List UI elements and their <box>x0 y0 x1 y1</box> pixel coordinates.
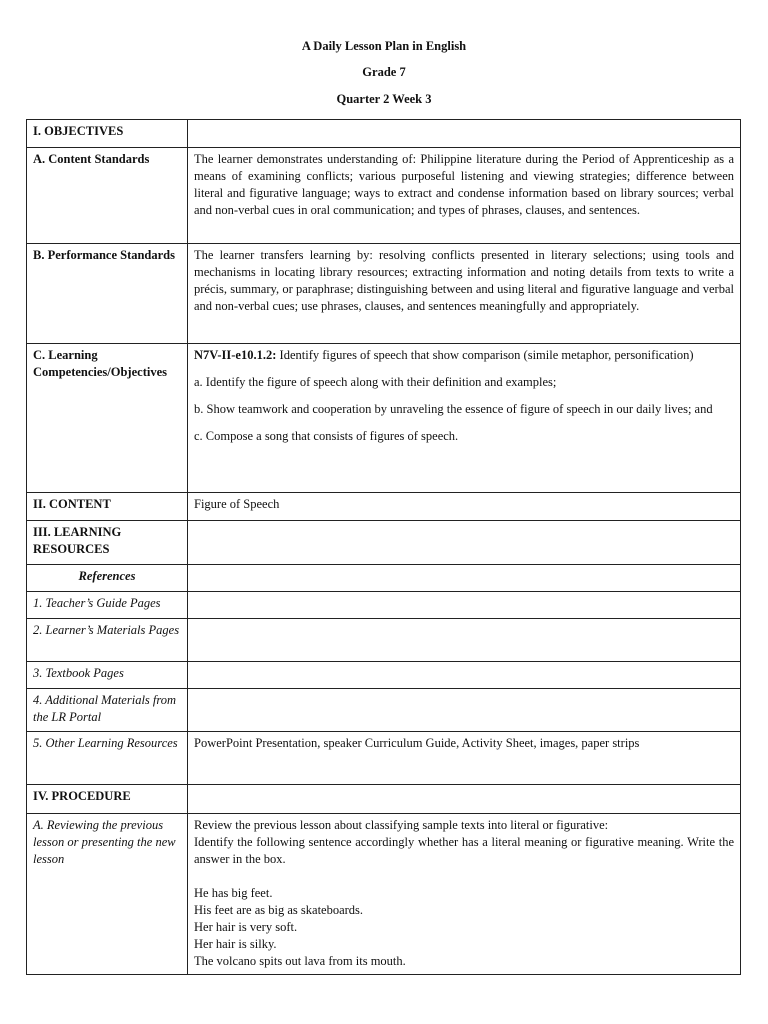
procedure-label: IV. PROCEDURE <box>27 785 188 814</box>
objectives-content <box>188 120 741 148</box>
competency-code-line <box>194 347 734 364</box>
table-row <box>27 785 741 814</box>
performance-standards-label: B. Performance Standards <box>27 244 188 344</box>
review-instruction: Identify the following sentence accordingly whether has a literal meaning or figurative meaning. Write the answer in the box. <box>194 835 734 866</box>
quarter-week-heading: Quarter 2 Week 3 <box>336 92 432 106</box>
sample-sentences <box>194 885 734 970</box>
other-resources-text: PowerPoint Presentation, speaker Curriculum Guide, Activity Sheet, images, paper strips <box>188 732 741 785</box>
learning-resources-label: III. LEARNING RESOURCES <box>27 521 188 565</box>
content-text: Figure of Speech <box>188 493 741 521</box>
table-row <box>27 689 741 732</box>
reviewing-content <box>188 814 741 975</box>
table-row <box>27 565 741 592</box>
table-row <box>27 120 741 148</box>
competency-description: Identify figures of speech that show comparison (simile metaphor, personification) <box>276 348 694 362</box>
competency-code: N7V-II-e10.1.2: <box>194 348 277 362</box>
reviewing-label: A. Reviewing the previous lesson or presenting the new lesson <box>27 814 188 975</box>
table-row <box>27 732 741 785</box>
learning-resources-content <box>188 521 741 565</box>
teachers-guide-label: 1. Teacher’s Guide Pages <box>27 592 188 619</box>
table-row <box>27 244 741 344</box>
textbook-content <box>188 662 741 689</box>
objectives-label: I. OBJECTIVES <box>27 120 188 148</box>
references-content <box>188 565 741 592</box>
additional-materials-content <box>188 689 741 732</box>
table-row <box>27 344 741 493</box>
content-standards-label: A. Content Standards <box>27 148 188 244</box>
grade-heading: Grade 7 <box>362 65 406 79</box>
textbook-label: 3. Textbook Pages <box>27 662 188 689</box>
table-row <box>27 148 741 244</box>
competencies-content <box>188 344 741 493</box>
other-resources-label: 5. Other Learning Resources <box>27 732 188 785</box>
learners-materials-content <box>188 619 741 662</box>
table-row <box>27 619 741 662</box>
list-item: His feet are as big as skateboards. <box>194 903 364 917</box>
additional-materials-label: 4. Additional Materials from the LR Portal <box>27 689 188 732</box>
content-standards-text: The learner demonstrates understanding of: Philippine literature during the Period of Apprenticeship as a means of examining conflicts; various purposeful listening and viewing strategies; difference between literal and figurative language; ways to extract and condense information based on library sources; verbal and non-verbal cues in oral communication; and types of phrases, clauses, and sentences. <box>188 148 741 244</box>
table-row <box>27 493 741 521</box>
table-row <box>27 592 741 619</box>
table-row <box>27 662 741 689</box>
teachers-guide-content <box>188 592 741 619</box>
competencies-label: C. Learning Competencies/Objectives <box>27 344 188 493</box>
table-row <box>27 814 741 975</box>
performance-standards-text: The learner transfers learning by: resolving conflicts presented in literary selections; using tools and mechanisms in locating library resources; extracting information and noting details from texts to write a précis, summary, or paraphrase; distinguishing between and using literal and figurative language and verbal and non-verbal cues; use phrases, clauses, and sentences meaningfully and appropriately. <box>188 244 741 344</box>
references-label: References <box>27 565 188 592</box>
procedure-content <box>188 785 741 814</box>
learners-materials-label: 2. Learner’s Materials Pages <box>27 619 188 662</box>
document-title: A Daily Lesson Plan in English <box>301 39 467 53</box>
lesson-plan-table <box>26 119 741 975</box>
list-item: He has big feet. <box>194 886 273 900</box>
objective-b: b. Show teamwork and cooperation by unraveling the essence of figure of speech in our daily lives; and <box>194 402 713 416</box>
list-item: The volcano spits out lava from its mouth. <box>194 954 406 968</box>
list-item: Her hair is silky. <box>194 937 277 951</box>
objective-a: a. Identify the figure of speech along with their definition and examples; <box>194 375 557 389</box>
list-item: Her hair is very soft. <box>194 920 298 934</box>
review-intro: Review the previous lesson about classifying sample texts into literal or figurative: <box>194 818 609 832</box>
table-row <box>27 521 741 565</box>
objective-c: c. Compose a song that consists of figures of speech. <box>194 429 459 443</box>
content-label: II. CONTENT <box>27 493 188 521</box>
